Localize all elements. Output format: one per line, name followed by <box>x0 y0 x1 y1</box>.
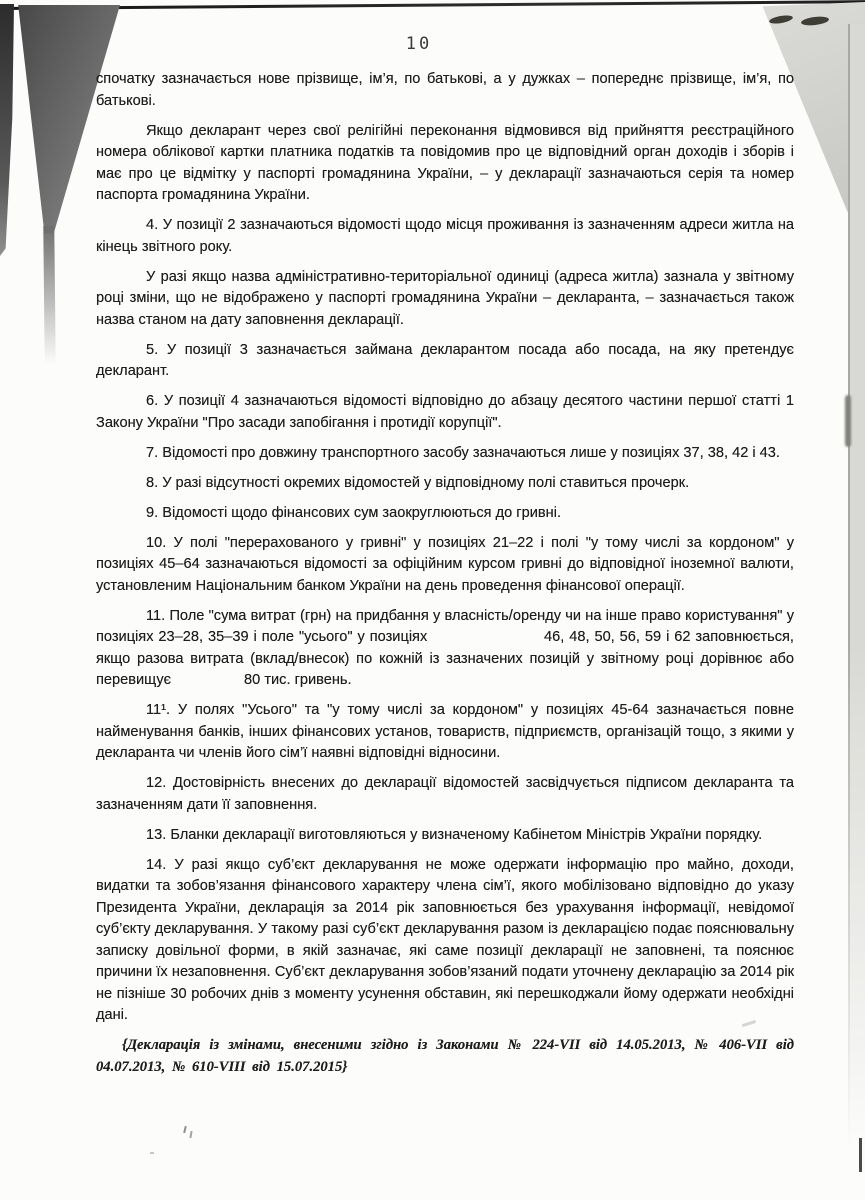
paragraph: 5. У позиції 3 зазначається займана декларантом посада або посада, на яку претендує декларант. <box>96 341 794 379</box>
paragraph: 7. Відомості про довжину транспортного засобу зазначаються лише у позиціях 37, 38, 42 і 43. <box>146 444 780 461</box>
scan-left-fold-shadow-tail <box>43 226 55 364</box>
scan-top-edge-line <box>0 0 865 10</box>
scan-speck <box>150 1152 154 1154</box>
document-body <box>96 34 794 1087</box>
paragraph: 9. Відомості щодо фінансових сум заокруглюються до гривні. <box>146 504 561 521</box>
paragraph: У разі якщо назва адміністративно-територіальної одиниці (адреса житла) зазнала у звітному році зміни, що не відображено у паспорті громадянина України – декларанта, – зазначається також назва станом на дату заповнення декларації. <box>96 268 794 328</box>
scan-bottom-right-edge-mark <box>859 1138 862 1172</box>
paragraph: 12. Достовірність внесених до декларації відомостей засвідчується підписом декларанта та зазначенням дати її заповнення. <box>96 775 794 813</box>
scan-speck <box>183 1126 187 1133</box>
paragraph: 11. Поле "сума витрат (грн) на придбання у власність/оренду чи на інше право користування" у позиціях 23–28, 35–39 і поле "усього" у позиціях 46, 48, 50, 56, 59 і 62 заповнюється, якщо разова витрата (вклад/внесок) по кожній із зазначених позицій у звітному році дорівнює або перевищує 80 тис. гривень. <box>96 607 794 688</box>
paragraph: 11¹. У полях "Усього" та "у тому числі за кордоном" у позиціях 45-64 зазначається повне найменування банків, інших фінансових установ, товариств, підприємств, організацій тощо, з якими у декларанта чи членів його сім’ї наявні відповідні відносини. <box>96 702 794 761</box>
paragraph: 13. Бланки декларації виготовляються у визначеному Кабінетом Міністрів України порядку. <box>146 826 763 843</box>
scan-right-edge-smudge <box>845 395 851 447</box>
paragraph: 10. У полі "перерахованого у гривні" у позиціях 21–22 і полі "у тому числі за кордоном" у позиціях 45–64 зазначаються відомості за офіційним курсом гривні до відповідної іноземної валюти, установленим Національним банком України на день проведення фінансової операції. <box>96 534 794 594</box>
paragraph: 4. У позиції 2 зазначаються відомості щодо місця проживання із зазначенням адреси житла на кінець звітного року. <box>96 217 794 255</box>
law-amendments-footnote: {Декларація із змінами, внесеними згідно із Законами № 224-VII від 14.05.2013, № 406-VII від 04.07.2013, № 610-VIII від 15.07.2015} <box>96 1037 794 1075</box>
paragraph: 6. У позиції 4 зазначаються відомості відповідно до абзацу десятого частини першої статті 1 Закону України "Про засади запобігання і протидії корупції". <box>96 393 794 431</box>
paragraph-list <box>96 69 794 1027</box>
page-number: 10 <box>405 34 433 54</box>
scan-speck <box>189 1131 192 1138</box>
scan-left-edge-shadow <box>0 4 14 256</box>
paragraph: 8. У разі відсутності окремих відомостей у відповідному полі ставиться прочерк. <box>146 474 690 491</box>
paragraph: Якщо декларант через свої релігійні переконання відмовився від прийняття реєстраційного номера облікової картки платника податків та повідомив про це відповідний орган доходів і зборів і має про це відмітку у паспорті громадянина України, – у декларації зазначаються серія та номер паспорта громадянина України. <box>96 122 794 203</box>
paragraph: 14. У разі якщо суб’єкт декларування не може одержати інформацію про майно, доходи, видатки та зобов’язання фінансового характеру члена сім’ї, якого мобілізовано відповідно до указу Президента України, декларація за 2014 рік заповнюється без урахування інформації, невідомої суб’єкту декларування. У такому разі суб’єкт декларування разом із декларацією подає пояснювальну записку довільної форми, в якій зазначає, які саме позиції декларації не заповнені, та пояснює причини їх незаповнення. Суб’єкт декларування зобов’язаний подати уточнену декларацію за 2014 рік не пізніше 30 робочих днів з моменту усунення обставин, які перешкоджали йому одержати необхідні дані. <box>96 856 794 1023</box>
scan-right-page-edge <box>848 24 865 1150</box>
paragraph: спочатку зазначається нове прізвище, ім’я, по батькові, а у дужках – попереднє прізвище, ім’я, по батькові. <box>96 71 794 109</box>
